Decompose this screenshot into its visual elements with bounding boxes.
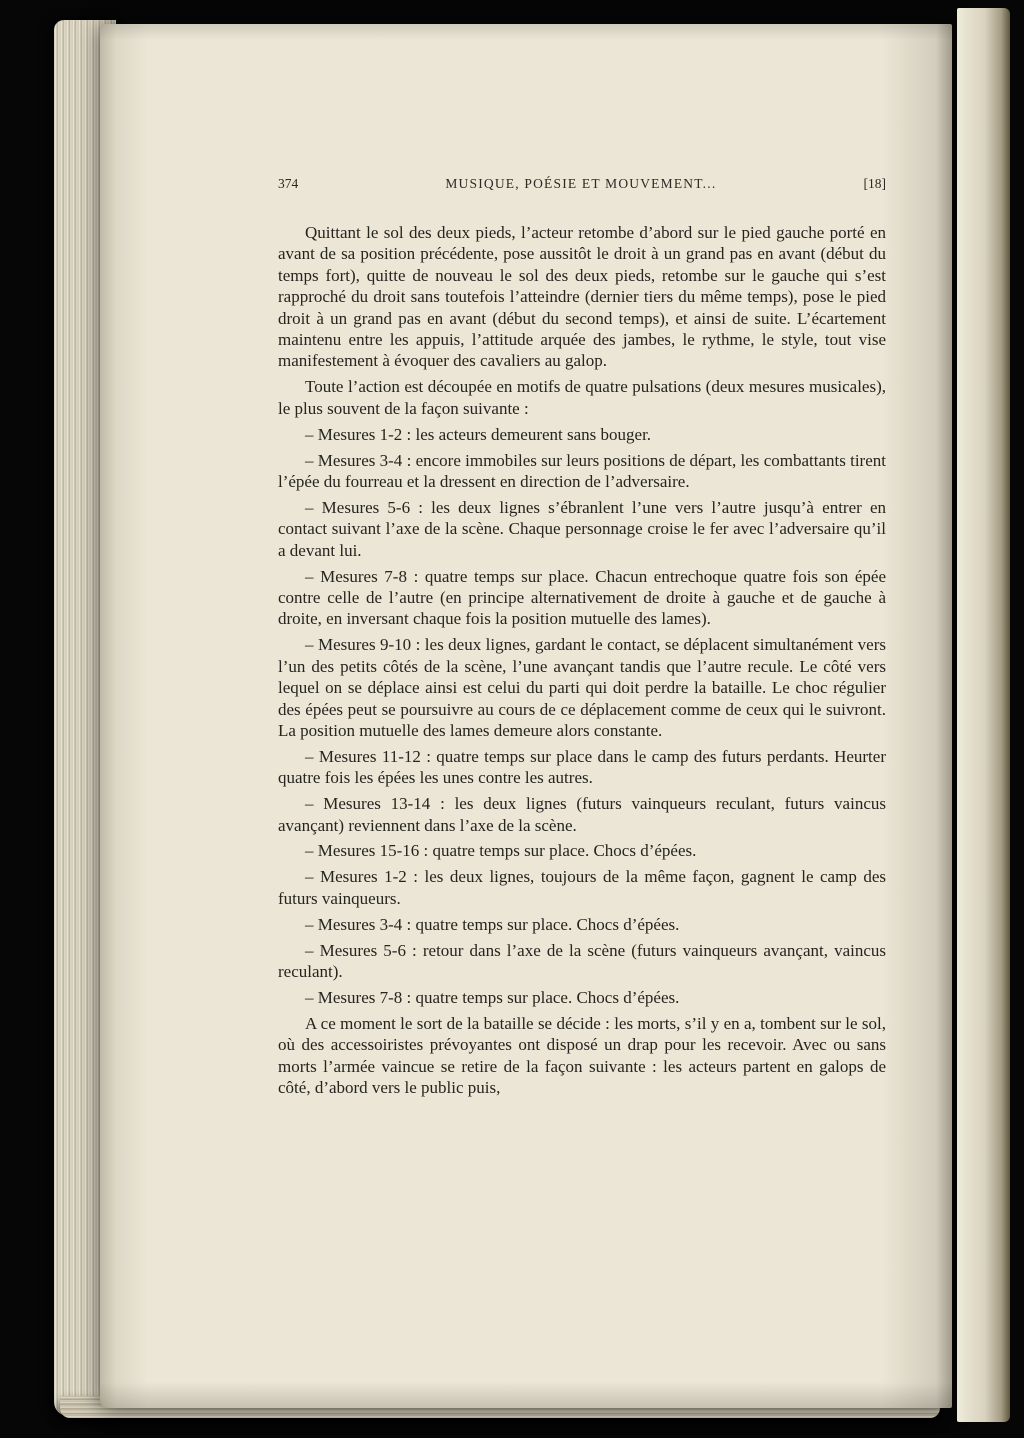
page-header: [278, 176, 886, 192]
list-item-mesures-5-6-bis: – Mesures 5-6 : retour dans l’axe de la scène (futurs vainqueurs avançant, vaincus reculant).: [278, 940, 886, 981]
list-item-mesures-7-8: – Mesures 7-8 : quatre temps sur place. Chacun entrechoque quatre fois son épée contre celle de l’autre (en principe alternativement de droite à gauche et de gauche à droite, en inversant chaque fois la position mutuelle des lames).: [278, 566, 886, 629]
list-item-mesures-5-6: – Mesures 5-6 : les deux lignes s’ébranlent l’une vers l’autre jusqu’à entrer en contact suivant l’axe de la scène. Chaque personnage croise le fer avec l’adversaire qu’il a devant lui.: [278, 497, 886, 560]
page-content: [278, 176, 886, 1098]
facing-page-edge: [957, 8, 1010, 1422]
list-item-mesures-15-16: – Mesures 15-16 : quatre temps sur place. Chocs d’épées.: [305, 841, 697, 861]
paragraph-bataille-decide: A ce moment le sort de la bataille se décide : les morts, s’il y en a, tombent sur le sol, où des accessoiristes prévoyantes ont disposé un drap pour les recevoir. Avec ou sans morts l’armée vaincue se retire de la façon suivante : les acteurs partent en galops de côté, d’abord vers le public puis,: [278, 1013, 886, 1098]
paragraph-galop: Quittant le sol des deux pieds, l’acteur retombe d’abord sur le pied gauche porté en avant de sa position précédente, pose aussitôt le droit à un grand pas en avant (début du temps fort), quitte de nouveau le sol des deux pieds, retombe sur le gauche qui s’est rapproché du droit sans toutefois l’atteindre (dernier tiers du même temps), pose le pied droit à un grand pas en avant (début du second temps), et ainsi de suite. L’écartement maintenu entre les appuis, l’attitude arquée des jambes, le rythme, le style, tout vise manifestement à évoquer des cavaliers au galop.: [278, 223, 886, 371]
list-item-mesures-9-10: – Mesures 9-10 : les deux lignes, gardant le contact, se déplacent simultanément vers l’un des petits côtés de la scène, l’une avançant tandis que l’autre recule. Le côté vers lequel on se déplace ainsi est celui du parti qui doit perdre la bataille. Le choc régulier des épées peut se poursuivre au cours de ce déplacement comme de ceux qui le suivront. La position mutuelle des lames demeure alors constante.: [278, 635, 886, 740]
list-item-mesures-1-2: – Mesures 1-2 : les acteurs demeurent sans bouger.: [305, 424, 652, 444]
list-item-mesures-11-12: – Mesures 11-12 : quatre temps sur place dans le camp des futurs perdants. Heurter quatre fois les épées les unes contre les autres.: [278, 746, 886, 788]
page-number: 374: [278, 176, 299, 191]
list-item-mesures-1-2-bis: – Mesures 1-2 : les deux lignes, toujours de la même façon, gagnent le camp des futurs vainqueurs.: [278, 867, 886, 908]
list-item-mesures-13-14: – Mesures 13-14 : les deux lignes (futurs vainqueurs reculant, futurs vaincus avançant) reviennent dans l’axe de la scène.: [278, 794, 886, 835]
paragraph-intro-motifs: Toute l’action est découpée en motifs de quatre pulsations (deux mesures musicales), le plus souvent de la façon suivante :: [278, 377, 886, 418]
list-item-mesures-3-4-bis: – Mesures 3-4 : quatre temps sur place. Chocs d’épées.: [305, 914, 680, 934]
book-page: [100, 24, 952, 1408]
folio-mark: [18]: [863, 176, 886, 191]
list-item-mesures-3-4: – Mesures 3-4 : encore immobiles sur leurs positions de départ, les combattants tirent l’épée du fourreau et la dressent en direction de l’adversaire.: [278, 450, 886, 491]
running-head: MUSIQUE, POÉSIE ET MOUVEMENT...: [445, 176, 717, 191]
list-item-mesures-7-8-bis: – Mesures 7-8 : quatre temps sur place. Chocs d’épées.: [305, 987, 680, 1007]
